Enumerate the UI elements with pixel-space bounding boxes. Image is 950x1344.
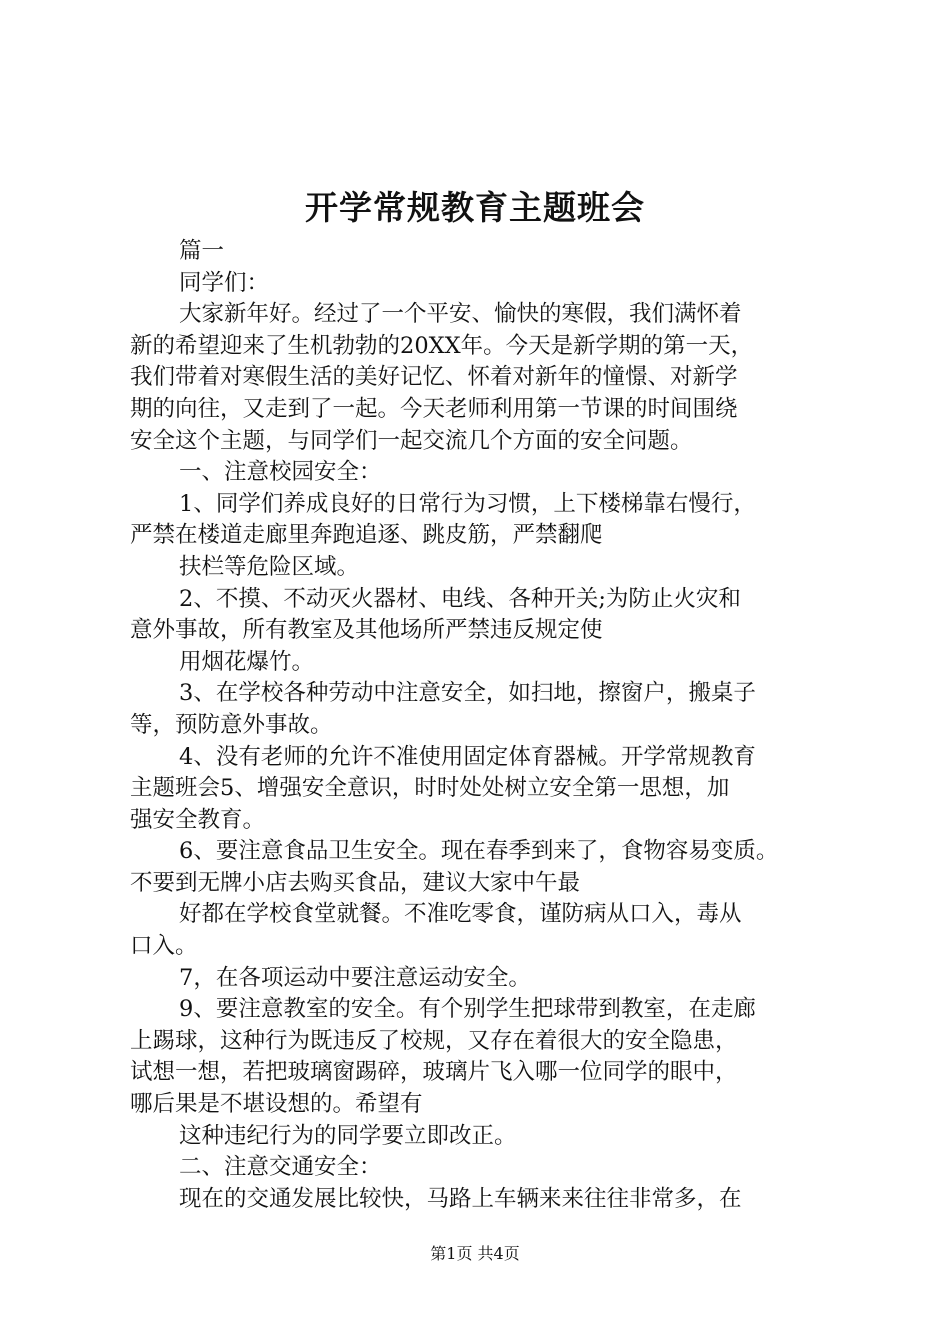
paragraph-line: 好都在学校食堂就餐。不准吃零食，谨防病从口入，毒从 — [179, 901, 742, 928]
paragraph-line: 主题班会5、增强安全意识，时时处处树立安全第一思想，加 — [130, 775, 730, 802]
paragraph-line: 7，在各项运动中要注意运动安全。 — [179, 964, 531, 991]
paragraph-line: 等，预防意外事故。 — [130, 711, 333, 738]
paragraph-line: 意外事故，所有教室及其他场所严禁违反规定使 — [130, 617, 603, 644]
paragraph-line: 上踢球，这种行为既违反了校规，又存在着很大的安全隐患， — [130, 1027, 738, 1054]
document-title: 开学常规教育主题班会 — [305, 188, 645, 227]
paragraph-line: 2、不摸、不动灭火器材、电线、各种开关;为防止火灾和 — [179, 585, 741, 612]
paragraph-line: 新的希望迎来了生机勃勃的20XX年。今天是新学期的第一天， — [130, 332, 754, 359]
paragraph-line: 二、注意交通安全： — [179, 1154, 382, 1181]
paragraph-line: 6、要注意食品卫生安全。现在春季到来了，食物容易变质。 — [179, 838, 779, 865]
paragraph-line: 我们带着对寒假生活的美好记忆、怀着对新年的憧憬、对新学 — [130, 364, 738, 391]
paragraph-line: 安全这个主题，与同学们一起交流几个方面的安全问题。 — [130, 427, 693, 454]
paragraph-line: 试想一想，若把玻璃窗踢碎，玻璃片飞入哪一位同学的眼中， — [130, 1059, 738, 1086]
paragraph-line: 哪后果是不堪设想的。希望有 — [130, 1091, 423, 1118]
paragraph-line: 9、要注意教室的安全。有个别学生把球带到教室，在走廊 — [179, 996, 756, 1023]
paragraph-line: 用烟花爆竹。 — [179, 648, 315, 675]
paragraph-line: 这种违纪行为的同学要立即改正。 — [179, 1122, 517, 1149]
paragraph-line: 篇一 — [179, 238, 225, 264]
paragraph-line: 强安全教育。 — [130, 806, 266, 833]
paragraph-line: 现在的交通发展比较快，马路上车辆来来往往非常多，在 — [179, 1185, 742, 1212]
paragraph-line: 同学们： — [179, 269, 270, 296]
paragraph-line: 一、注意校园安全： — [179, 459, 382, 486]
paragraph-line: 扶栏等危险区域。 — [179, 553, 360, 580]
paragraph-line: 期的向往，又走到了一起。今天老师利用第一节课的时间围绕 — [130, 395, 738, 422]
document-body — [130, 236, 838, 1215]
paragraph-line: 3、在学校各种劳动中注意安全，如扫地，擦窗户，搬桌子 — [179, 680, 756, 707]
paragraph-line: 1、同学们养成良好的日常行为习惯，上下楼梯靠右慢行， — [179, 490, 756, 517]
page-footer: 第1页 共4页 — [430, 1244, 520, 1263]
paragraph-line: 大家新年好。经过了一个平安、愉快的寒假，我们满怀着 — [179, 301, 742, 328]
paragraph-line: 不要到无牌小店去购买食品，建议大家中午最 — [130, 869, 581, 896]
paragraph-line: 口入。 — [130, 933, 198, 960]
paragraph-line: 严禁在楼道走廊里奔跑追逐、跳皮筋，严禁翻爬 — [130, 522, 603, 549]
paragraph-line: 4、没有老师的允许不准使用固定体育器械。开学常规教育 — [179, 743, 756, 770]
